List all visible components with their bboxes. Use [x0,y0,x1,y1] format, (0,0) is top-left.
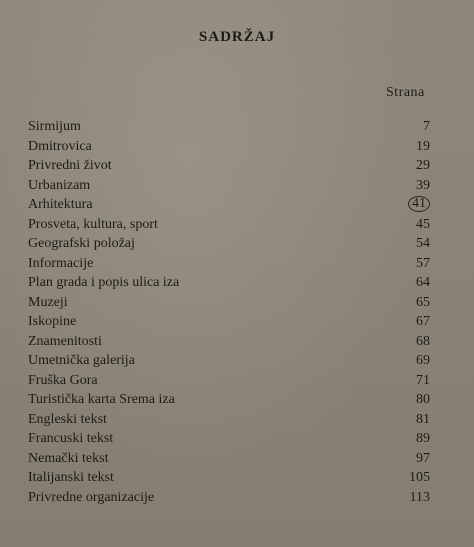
toc-entry-label: Dmitrovica [28,138,92,154]
toc-entry [28,488,448,508]
toc-entry-page: 29 [416,158,430,173]
toc-entry-label: Umetnička galerija [28,353,135,368]
toc-entry-page: 67 [416,314,430,329]
toc-entry [28,371,448,391]
toc-entry-page-circled [408,195,430,215]
toc-entry [28,332,448,352]
toc-entry-page: 39 [416,177,430,193]
toc-entry-page: 65 [416,294,430,310]
toc-entry-page: 54 [416,236,430,251]
toc-entry [28,468,448,488]
toc-entry-label: Privredni život [28,158,112,173]
toc-entry [28,429,448,449]
toc-entry [28,176,448,196]
toc-entry [28,293,448,313]
toc-entry [28,410,448,430]
toc-entry [28,234,448,254]
circled-page-number: 41 [408,196,430,212]
toc-entry-label: Italijanski tekst [28,470,114,485]
toc-entry-label: Znamenitosti [28,333,102,349]
toc-entry-label: Nemački tekst [28,450,109,466]
toc-entry-label: Iskopine [28,314,77,329]
toc-entry-page: 64 [416,275,430,290]
toc-entry [28,390,448,410]
toc-entry [28,351,448,371]
toc-entry-page: 7 [423,119,430,134]
toc-entry-label: Fruška Gora [28,372,98,388]
toc-entry-page: 68 [416,333,430,349]
toc-entry [28,449,448,469]
toc-entry-label: Privredne organizacije [28,489,155,505]
toc-entry-label: Sirmijum [28,119,81,134]
toc-entry [28,273,448,293]
page-title: SADRŽAJ [198,29,276,45]
toc-entry-label: Francuski tekst [28,431,114,446]
toc-entry-page: 71 [416,372,430,388]
toc-entry-page: 113 [409,489,430,505]
toc-entry-label: Informacije [28,255,94,271]
toc-entry-label: Engleski tekst [28,411,107,427]
toc-entry [28,215,448,235]
toc-entry-page: 57 [416,255,430,271]
toc-entry [28,312,448,332]
toc-entry-page: 81 [416,411,430,427]
toc-entry [28,254,448,274]
toc-entry-page: 97 [416,450,430,466]
toc-entry [28,117,448,137]
toc-entry-label: Urbanizam [28,177,91,193]
toc-entry-page: 19 [416,138,430,154]
toc-entry-page: 80 [416,392,430,407]
toc-entry-page: 69 [416,353,430,368]
page-column-header: Strana [386,85,425,100]
toc-entry-label: Muzeji [28,294,68,310]
toc-entry-label: Plan grada i popis ulica iza [28,275,180,290]
toc-entry-page: 105 [409,470,430,485]
toc-entry [28,195,448,215]
toc-entry [28,156,448,176]
toc-entry-label: Prosveta, kultura, sport [28,216,158,232]
toc-entry-label: Arhitektura [28,197,93,212]
toc-entry-label: Turistička karta Srema iza [28,392,175,407]
toc-entry-page: 89 [416,431,430,446]
table-of-contents [28,117,448,507]
toc-entry-page: 45 [416,216,430,232]
toc-entry-label: Geografski položaj [28,236,135,251]
toc-entry [28,137,448,157]
